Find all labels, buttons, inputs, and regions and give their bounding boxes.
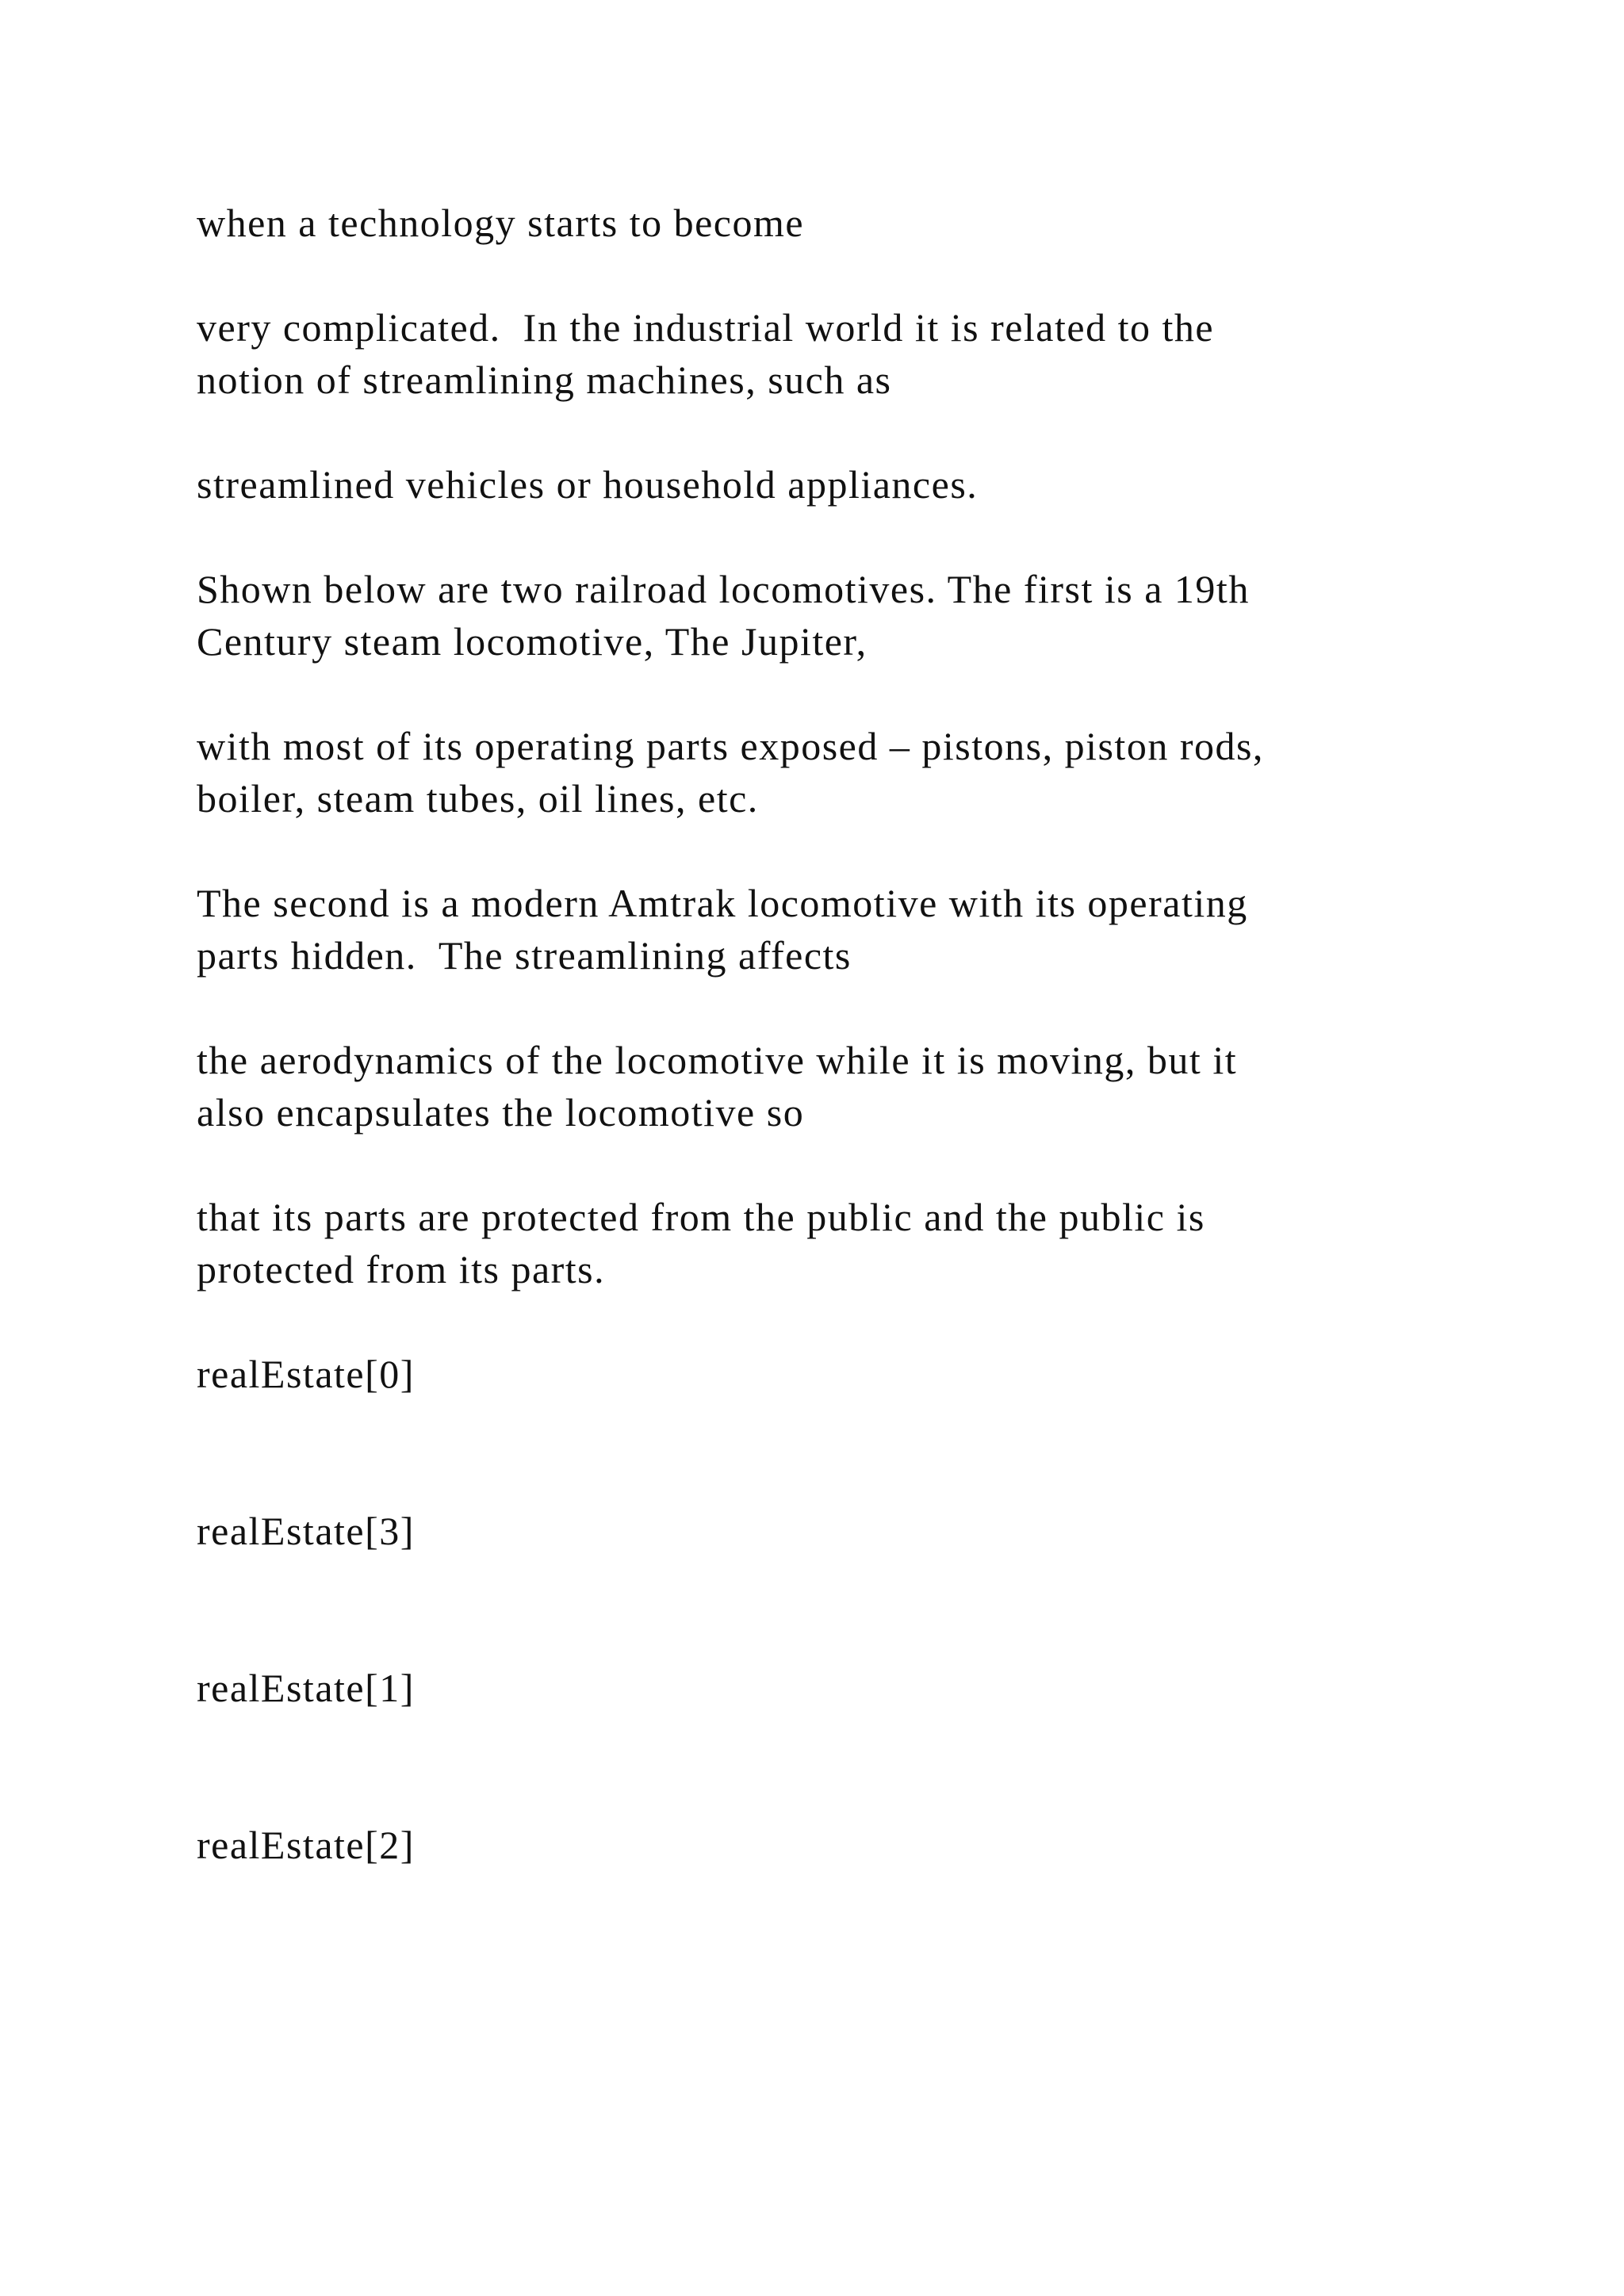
- text-line: Century steam locomotive, The Jupiter,: [197, 619, 868, 664]
- text-line: streamlined vehicles or household appliances.: [197, 462, 979, 507]
- paragraph: [197, 563, 1450, 668]
- text-line: realEstate[1]: [197, 1666, 415, 1710]
- text-line: boiler, steam tubes, oil lines, etc.: [197, 776, 759, 821]
- paragraph: [197, 197, 1450, 249]
- paragraph: [197, 1819, 1450, 1871]
- text-line: notion of streamlining machines, such as: [197, 358, 892, 402]
- text-line: realEstate[3]: [197, 1509, 415, 1553]
- paragraph: [197, 877, 1450, 982]
- text-line: Shown below are two railroad locomotives. The first is a 19th: [197, 567, 1250, 611]
- paragraph: [197, 720, 1450, 825]
- text-line: parts hidden. The streamlining affects: [197, 933, 852, 978]
- paragraph: [197, 1191, 1450, 1295]
- text-line: also encapsulates the locomotive so: [197, 1090, 805, 1135]
- text-line: realEstate[0]: [197, 1352, 415, 1396]
- text-line: that its parts are protected from the public and the public is: [197, 1195, 1205, 1239]
- paragraph: [197, 1662, 1450, 1714]
- text-line: protected from its parts.: [197, 1247, 606, 1292]
- text-line: when a technology starts to become: [197, 201, 805, 245]
- text-line: The second is a modern Amtrak locomotive with its operating: [197, 881, 1248, 925]
- text-line: very complicated. In the industrial world it is related to the: [197, 305, 1215, 350]
- paragraph: [197, 1034, 1450, 1138]
- text-line: the aerodynamics of the locomotive while it is moving, but it: [197, 1038, 1238, 1082]
- paragraph: [197, 301, 1450, 406]
- text-line: with most of its operating parts exposed – pistons, piston rods,: [197, 724, 1264, 768]
- paragraph: [197, 1348, 1450, 1400]
- text-line: realEstate[2]: [197, 1823, 415, 1867]
- paragraph: [197, 1505, 1450, 1557]
- paragraph: [197, 458, 1450, 511]
